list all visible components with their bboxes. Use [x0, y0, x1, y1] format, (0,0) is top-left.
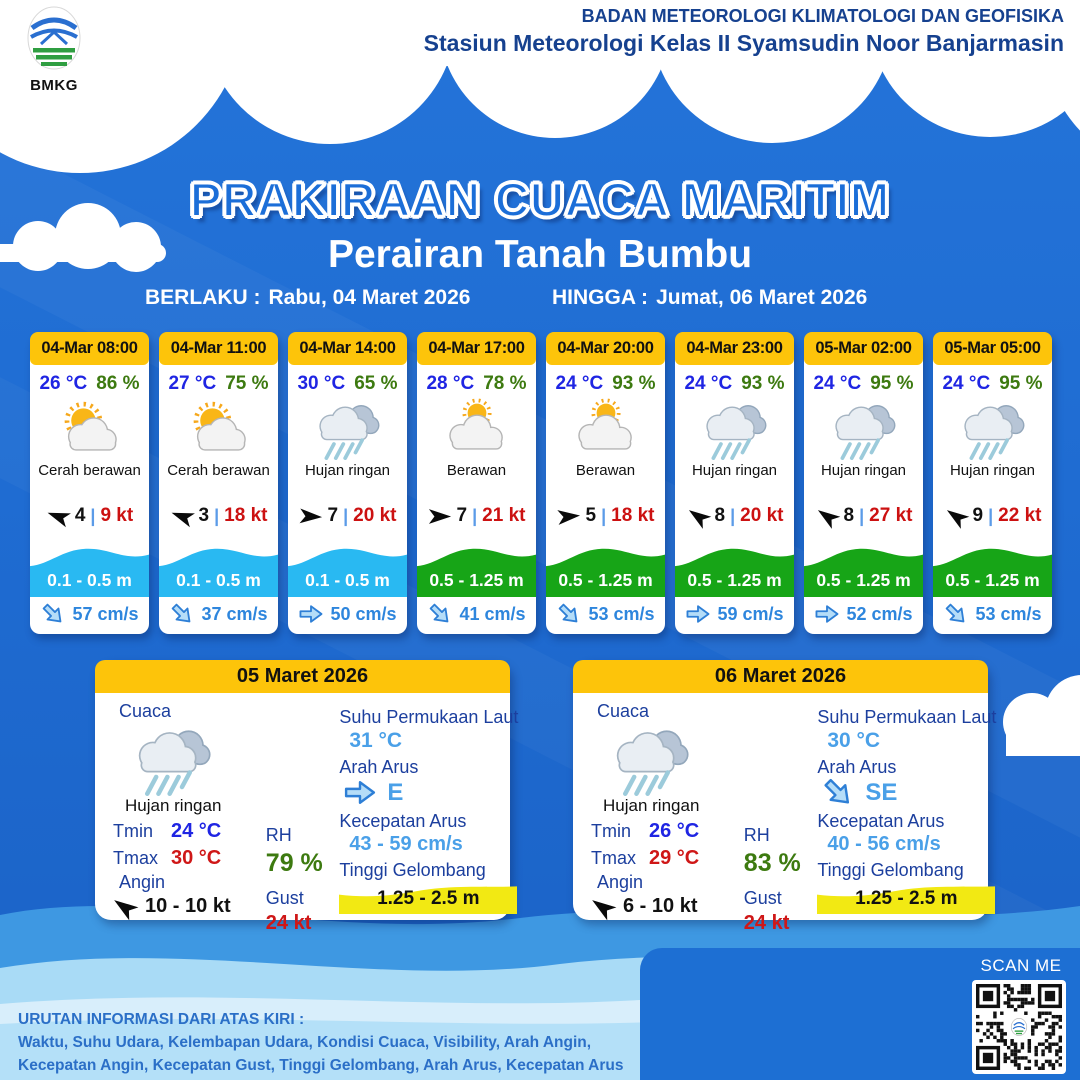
- org-header: [424, 6, 1064, 57]
- daily-weather-column: [589, 699, 744, 917]
- kecepatan-arus-label: Kecepatan Arus: [339, 811, 467, 831]
- forecast-time: 04-Mar 14:00: [288, 332, 407, 365]
- current-speed-value: 43 - 59 cm/s: [349, 833, 463, 855]
- bmkg-logo-icon: [19, 4, 89, 74]
- current-speed: 59 cm/s: [717, 603, 784, 624]
- current-direction-icon: [814, 603, 840, 625]
- separator: |: [988, 505, 994, 526]
- wind-direction-icon: [586, 892, 618, 922]
- wind-speed: 18 kt: [224, 505, 268, 526]
- wave-height-band: [933, 543, 1052, 597]
- weather-icon: [951, 398, 1035, 460]
- tmin-value: 24 °C: [171, 820, 222, 842]
- visibility-value: 8: [714, 505, 726, 526]
- wind-row: [675, 505, 794, 527]
- relative-humidity: 86 %: [96, 373, 140, 394]
- footer-line1: URUTAN INFORMASI DARI ATAS KIRI :: [18, 1011, 305, 1028]
- wind-direction-icon: [941, 502, 970, 530]
- kecepatan-arus-label: Kecepatan Arus: [817, 811, 945, 831]
- current-speed: 53 cm/s: [975, 603, 1042, 624]
- forecast-time: 04-Mar 23:00: [675, 332, 794, 365]
- visibility-value: 7: [456, 505, 468, 526]
- gelombang-label: Tinggi Gelombang: [339, 860, 486, 880]
- wind-direction-icon: [44, 504, 72, 528]
- relative-humidity: 95 %: [870, 373, 914, 394]
- visibility-value: 3: [198, 505, 210, 526]
- current-speed: 57 cm/s: [72, 603, 139, 624]
- separator: |: [730, 505, 736, 526]
- wind-row: [589, 895, 744, 918]
- visibility-value: 7: [327, 505, 339, 526]
- current-direction-icon: [343, 778, 377, 807]
- current-direction-value: SE: [865, 778, 898, 806]
- weather-condition-label: Hujan ringan: [949, 462, 1036, 479]
- current-direction-icon: [165, 597, 199, 631]
- wave-height-value: 0.5 - 1.25 m: [429, 570, 524, 590]
- air-temperature: 27 °C: [168, 373, 217, 394]
- wind-direction-icon: [108, 892, 140, 922]
- weather-icon: [822, 398, 906, 460]
- valid-from-date: Rabu, 04 Maret 2026: [268, 286, 471, 309]
- tmin-label: Tmin: [113, 821, 153, 841]
- hourly-forecast-card: [804, 332, 923, 634]
- wind-row: [933, 505, 1052, 527]
- arah-arus-label: Arah Arus: [339, 757, 419, 777]
- current-direction-icon: [423, 597, 457, 631]
- hourly-forecast-card: [546, 332, 665, 634]
- weather-icon: [48, 398, 132, 460]
- wave-height-value: 0.5 - 1.25 m: [687, 570, 782, 590]
- current-direction-row: [821, 778, 976, 807]
- daily-forecast-card: [95, 660, 519, 934]
- hourly-forecast-card: [417, 332, 536, 634]
- relative-humidity: 75 %: [225, 373, 269, 394]
- daily-rh-column: [265, 699, 340, 934]
- temp-humidity-row: [804, 373, 923, 395]
- air-temperature: 30 °C: [297, 373, 346, 394]
- weather-condition-label: Berawan: [446, 462, 507, 479]
- air-temperature: 24 °C: [684, 373, 733, 394]
- tmin-row: [111, 820, 266, 843]
- current-direction-icon: [36, 597, 70, 631]
- weather-icon: [564, 398, 648, 460]
- separator: |: [214, 505, 220, 526]
- separator: |: [90, 505, 96, 526]
- current-direction-value: E: [387, 778, 404, 806]
- sst-label: Suhu Permukaan Laut: [817, 707, 997, 727]
- hourly-cards-row: [30, 332, 1052, 634]
- daily-marine-column: [817, 699, 997, 914]
- area-title: Perairan Tanah Bumbu: [327, 233, 753, 276]
- temp-humidity-row: [546, 373, 665, 395]
- wave-height-value: 0.5 - 1.25 m: [945, 570, 1040, 590]
- weather-condition-label: Hujan ringan: [125, 796, 222, 815]
- relative-humidity: 93 %: [741, 373, 785, 394]
- temp-humidity-row: [933, 373, 1052, 395]
- current-row: [546, 597, 665, 634]
- wind-direction-icon: [683, 502, 712, 530]
- daily-card-body: [95, 693, 519, 934]
- wind-row: [417, 505, 536, 527]
- valid-to: [552, 286, 867, 310]
- hourly-forecast-card: [30, 332, 149, 634]
- visibility-value: 5: [585, 505, 597, 526]
- forecast-time: 04-Mar 20:00: [546, 332, 665, 365]
- weather-condition-label: Hujan ringan: [691, 462, 778, 479]
- tmax-row: [111, 847, 266, 870]
- cuaca-label: Cuaca: [597, 701, 650, 721]
- current-row: [288, 597, 407, 634]
- wave-height-box: [339, 884, 517, 914]
- air-temperature: 24 °C: [813, 373, 862, 394]
- wind-row: [111, 895, 266, 918]
- wave-height-box: [817, 884, 995, 914]
- wave-height-value: 0.1 - 0.5 m: [305, 570, 390, 590]
- footer-line3: Kecepatan Angin, Kecepatan Gust, Tinggi Gelombang, Arah Arus, Kecepatan Arus: [18, 1057, 624, 1074]
- rh-label: RH: [265, 825, 292, 845]
- wave-height-value: 0.5 - 1.25 m: [816, 570, 911, 590]
- temp-humidity-row: [159, 373, 278, 395]
- wind-direction-icon: [556, 506, 581, 525]
- daily-date-header: 06 Maret 2026: [573, 660, 988, 693]
- wind-row: [546, 505, 665, 527]
- wind-speed: 21 kt: [482, 505, 526, 526]
- wave-height-band: [804, 543, 923, 597]
- weather-icon: [603, 722, 699, 796]
- wave-height-band: [288, 543, 407, 597]
- weather-condition-label: Hujan ringan: [304, 462, 391, 479]
- weather-icon: [435, 398, 519, 460]
- temp-humidity-row: [417, 373, 536, 395]
- air-temperature: 24 °C: [942, 373, 991, 394]
- footer-line2: Waktu, Suhu Udara, Kelembapan Udara, Kondisi Cuaca, Visibility, Arah Angin,: [18, 1034, 592, 1051]
- daily-card-body: [573, 693, 997, 934]
- org-name: BADAN METEOROLOGI KLIMATOLOGI DAN GEOFISIKA: [581, 6, 1064, 26]
- wind-speed: 20 kt: [740, 505, 784, 526]
- valid-from: [145, 286, 470, 310]
- tmax-row: [589, 847, 744, 870]
- gelombang-label: Tinggi Gelombang: [817, 860, 964, 880]
- wind-speed: 9 kt: [100, 505, 134, 526]
- wind-direction-icon: [812, 502, 841, 530]
- wind-direction-icon: [428, 508, 452, 525]
- wave-height-band: [30, 543, 149, 597]
- gust-label: Gust: [265, 888, 304, 908]
- rh-value: 79 %: [265, 849, 323, 877]
- valid-to-label: HINGGA :: [552, 286, 649, 309]
- tmax-label: Tmax: [113, 848, 158, 868]
- relative-humidity: 65 %: [354, 373, 398, 394]
- page-title: PRAKIRAAN CUACA MARITIM: [189, 173, 891, 226]
- tmin-label: Tmin: [591, 821, 631, 841]
- scan-me-label: SCAN ME: [980, 956, 1062, 975]
- hourly-forecast-card: [675, 332, 794, 634]
- visibility-value: 4: [74, 505, 86, 526]
- wind-range-value: 10 - 10 kt: [145, 895, 231, 917]
- current-row: [417, 597, 536, 634]
- weather-condition-label: Berawan: [575, 462, 636, 479]
- station-name: Stasiun Meteorologi Kelas II Syamsudin Noor Banjarmasin: [423, 30, 1064, 56]
- daily-marine-column: [339, 699, 519, 914]
- current-speed: 50 cm/s: [330, 603, 397, 624]
- daily-rh-column: [743, 699, 818, 934]
- valid-from-label: BERLAKU :: [145, 286, 261, 309]
- wind-row: [288, 505, 407, 527]
- current-speed: 53 cm/s: [588, 603, 655, 624]
- gust-value: 24 kt: [265, 912, 312, 934]
- angin-label: Angin: [597, 872, 644, 892]
- current-direction-icon: [552, 597, 586, 631]
- tmin-value: 26 °C: [649, 820, 700, 842]
- forecast-time: 04-Mar 17:00: [417, 332, 536, 365]
- wave-height-band: [417, 543, 536, 597]
- separator: |: [601, 505, 607, 526]
- tmin-row: [589, 820, 744, 843]
- daily-forecast-card: [573, 660, 997, 934]
- weather-icon: [125, 722, 221, 796]
- current-row: [804, 597, 923, 634]
- forecast-time: 05-Mar 02:00: [804, 332, 923, 365]
- current-speed-value: 40 - 56 cm/s: [827, 833, 941, 855]
- hourly-forecast-card: [159, 332, 278, 634]
- footer-legend: [18, 1008, 623, 1077]
- weather-condition-label: Hujan ringan: [820, 462, 907, 479]
- wave-height-band: [159, 543, 278, 597]
- wind-direction-icon: [167, 504, 195, 528]
- wind-row: [159, 505, 278, 527]
- weather-condition-label: Cerah berawan: [38, 462, 141, 479]
- hourly-forecast-card: [288, 332, 407, 634]
- wave-height-band: [546, 543, 665, 597]
- current-direction-row: [343, 778, 498, 807]
- temp-humidity-row: [288, 373, 407, 395]
- current-direction-icon: [298, 603, 324, 625]
- cuaca-label: Cuaca: [119, 701, 172, 721]
- forecast-time: 04-Mar 08:00: [30, 332, 149, 365]
- forecast-time: 04-Mar 11:00: [159, 332, 278, 365]
- wave-height-value: 1.25 - 2.5 m: [855, 888, 958, 909]
- wave-height-value: 0.1 - 0.5 m: [176, 570, 261, 590]
- weather-condition-label: Cerah berawan: [167, 462, 270, 479]
- current-speed: 41 cm/s: [459, 603, 526, 624]
- sst-value: 31 °C: [349, 729, 403, 752]
- relative-humidity: 95 %: [999, 373, 1043, 394]
- tmax-label: Tmax: [591, 848, 636, 868]
- current-speed: 52 cm/s: [846, 603, 913, 624]
- tmax-value: 30 °C: [171, 847, 222, 869]
- wave-height-band: [675, 543, 794, 597]
- relative-humidity: 93 %: [612, 373, 656, 394]
- weather-condition-label: Hujan ringan: [603, 796, 700, 815]
- tmax-value: 29 °C: [649, 847, 700, 869]
- separator: |: [343, 505, 349, 526]
- angin-label: Angin: [119, 872, 166, 892]
- wind-range-value: 6 - 10 kt: [623, 895, 698, 917]
- qr-code: [972, 980, 1066, 1074]
- valid-to-date: Jumat, 06 Maret 2026: [656, 286, 868, 309]
- hourly-forecast-card: [933, 332, 1052, 634]
- wind-row: [30, 505, 149, 527]
- visibility-value: 8: [843, 505, 855, 526]
- rh-value: 83 %: [743, 849, 801, 877]
- gust-label: Gust: [743, 888, 782, 908]
- gust-value: 24 kt: [743, 912, 790, 934]
- sst-value: 30 °C: [827, 729, 881, 752]
- temp-humidity-row: [675, 373, 794, 395]
- current-speed: 37 cm/s: [201, 603, 268, 624]
- separator: |: [859, 505, 865, 526]
- weather-icon: [306, 398, 390, 460]
- weather-icon: [693, 398, 777, 460]
- daily-weather-column: [111, 699, 266, 917]
- wind-speed: 20 kt: [353, 505, 397, 526]
- air-temperature: 28 °C: [426, 373, 475, 394]
- wind-row: [804, 505, 923, 527]
- forecast-time: 05-Mar 05:00: [933, 332, 1052, 365]
- wave-height-value: 0.5 - 1.25 m: [558, 570, 653, 590]
- visibility-value: 9: [972, 505, 984, 526]
- wind-speed: 22 kt: [998, 505, 1042, 526]
- temp-humidity-row: [30, 373, 149, 395]
- current-row: [675, 597, 794, 634]
- current-row: [30, 597, 149, 634]
- wind-direction-icon: [298, 507, 323, 525]
- air-temperature: 24 °C: [555, 373, 604, 394]
- bmkg-logo-block: [14, 4, 94, 94]
- current-row: [159, 597, 278, 634]
- wind-speed: 18 kt: [611, 505, 655, 526]
- wave-height-value: 1.25 - 2.5 m: [377, 888, 480, 909]
- rh-label: RH: [743, 825, 770, 845]
- relative-humidity: 78 %: [483, 373, 527, 394]
- current-direction-icon: [685, 603, 711, 625]
- wave-height-value: 0.1 - 0.5 m: [47, 570, 132, 590]
- sst-label: Suhu Permukaan Laut: [339, 707, 519, 727]
- daily-date-header: 05 Maret 2026: [95, 660, 510, 693]
- arah-arus-label: Arah Arus: [817, 757, 897, 777]
- weather-icon: [177, 398, 261, 460]
- separator: |: [472, 505, 478, 526]
- wind-speed: 27 kt: [869, 505, 913, 526]
- current-direction-icon: [939, 597, 973, 631]
- air-temperature: 26 °C: [39, 373, 88, 394]
- bmkg-logo-text: BMKG: [30, 77, 78, 94]
- current-row: [933, 597, 1052, 634]
